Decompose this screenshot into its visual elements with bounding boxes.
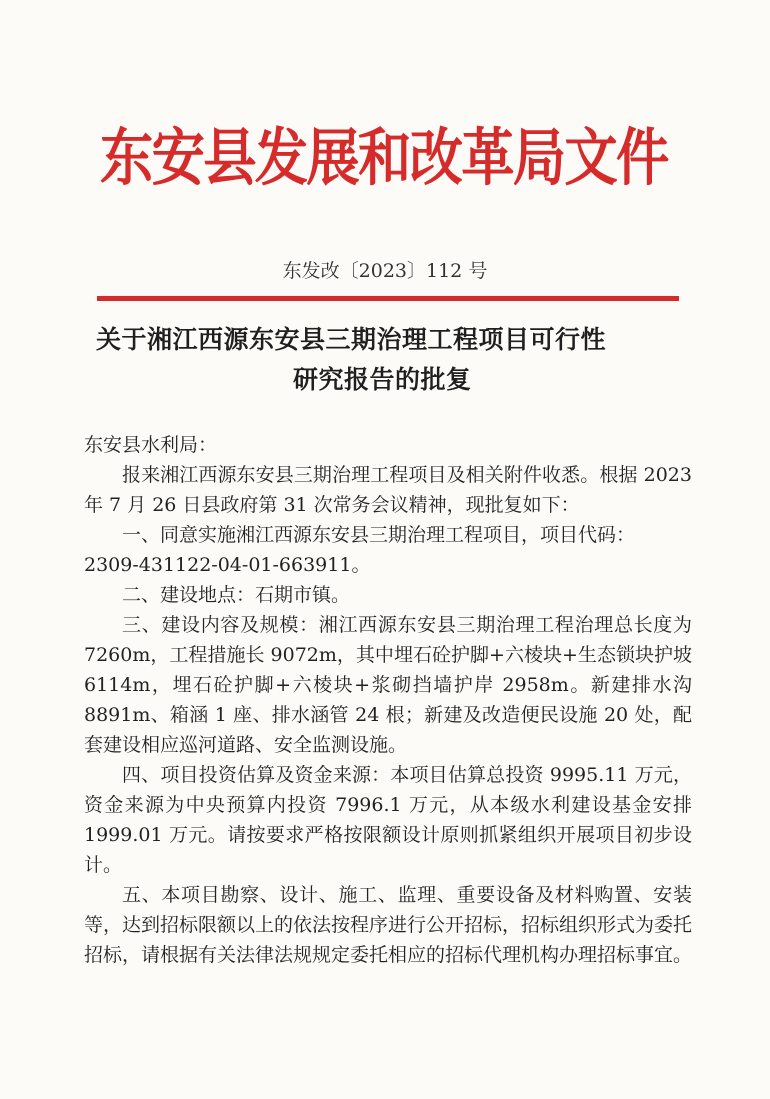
- issuer-header-title: 东安县发展和改革局文件: [100, 121, 668, 194]
- document-number: 东发改〔2023〕112 号: [282, 260, 488, 282]
- project-code: 2309-431122-04-01-663911。: [84, 554, 371, 576]
- item-3-paragraph: 三、建设内容及规模：湘江西源东安县三期治理工程治理总长度为 7260m，工程措施长 9072m，其中埋石砼护脚+六棱块+生态锁块护坡 6114m，埋石砼护脚+六棱块+浆砌挡墙护岸 2958m。新建排水沟 8891m、箱涵 1 座、排水涵管 24 根；新建及改造便民设施 20 处，配套建设相应巡河道路、安全监测设施。: [84, 614, 692, 756]
- salutation: 东安县水利局：: [84, 434, 218, 456]
- item-2-paragraph: 二、建设地点：石期市镇。: [122, 584, 351, 606]
- document-title-line-1: 关于湘江西源东安县三期治理工程项目可行性: [96, 325, 607, 354]
- item-5-paragraph: 五、本项目勘察、设计、施工、监理、重要设备及材料购置、安装等，达到招标限额以上的依法按程序进行公开招标，招标组织形式为委托招标，请根据有关法律法规规定委托相应的招标代理机构办理招标事宜。: [84, 884, 693, 966]
- red-divider-rule: [97, 296, 679, 301]
- item-1-paragraph: 一、同意实施湘江西源东安县三期治理工程项目，项目代码：: [122, 524, 636, 546]
- intro-paragraph: 报来湘江西源东安县三期治理工程项目及相关附件收悉。根据 2023 年 7 月 26 日县政府第 31 次常务会议精神，现批复如下：: [84, 464, 692, 516]
- document-title-line-2: 研究报告的批复: [293, 365, 472, 394]
- document-body: [84, 430, 692, 970]
- item-4-paragraph: 四、项目投资估算及资金来源：本项目估算总投资 9995.11 万元，资金来源为中央预算内投资 7996.1 万元，从本级水利建设基金安排 1999.01 万元。请按要求严格按限额设计原则抓紧组织开展项目初步设计。: [84, 764, 692, 876]
